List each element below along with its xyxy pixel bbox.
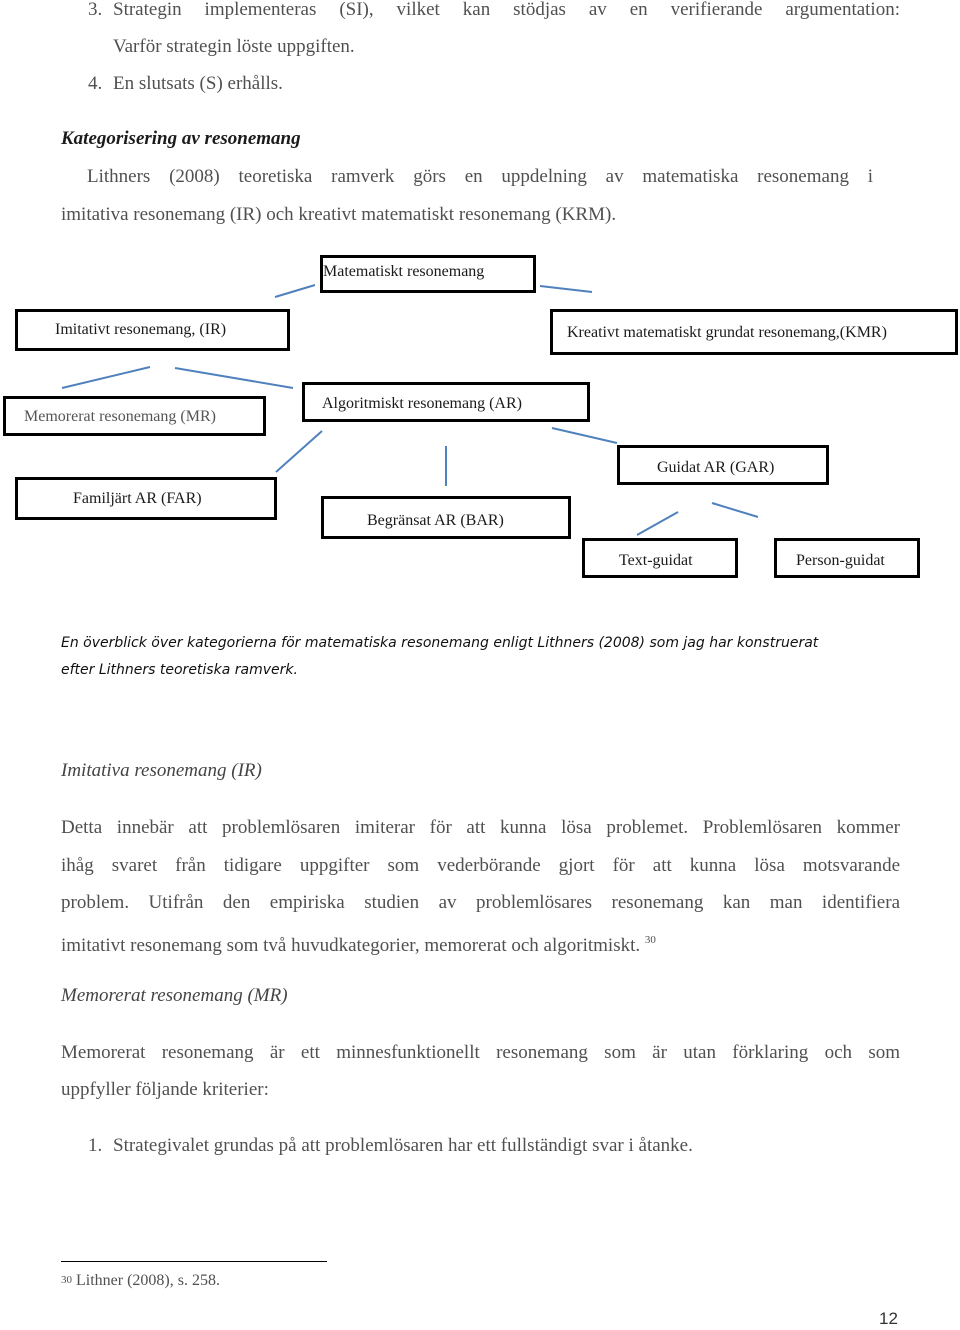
- mr-line-2: uppfyller följande kriterier:: [61, 1079, 269, 1100]
- caption-line-2: efter Lithners teoretiska ramverk.: [61, 662, 298, 678]
- footnote: [61, 1272, 220, 1290]
- list-item-4-text: En slutsats (S) erhålls.: [113, 73, 283, 94]
- mr-list-text: Strategivalet grundas på att problemlösaren har ett fullständigt svar i åtanke.: [113, 1135, 693, 1156]
- connector-ar-gar: [552, 428, 617, 443]
- gar-box: [617, 445, 829, 485]
- text-guided-label: Text-guidat: [619, 552, 693, 569]
- ir-line-2: ihåg svaret från tidigare uppgifter som vederbörande gjort för att kunna lösa motsvarande: [61, 855, 900, 876]
- ar-label: Algoritmiskt resonemang (AR): [322, 395, 522, 412]
- mr-list-number: 1.: [88, 1135, 103, 1156]
- mr-line-1: Memorerat resonemang är ett minnesfunktionellt resonemang som är utan förklaring och som: [61, 1042, 900, 1063]
- mr-heading: Memorerat resonemang (MR): [61, 985, 288, 1006]
- footnote-rule: [61, 1261, 327, 1262]
- person-guided-label: Person-guidat: [796, 552, 885, 569]
- section-heading: Kategorisering av resonemang: [61, 128, 301, 149]
- intro-line-1: Lithners (2008) teoretiska ramverk görs en uppdelning av matematiska resonemang i: [87, 166, 873, 187]
- list-item-4-number: 4.: [88, 73, 103, 94]
- root-label: Matematiskt resonemang: [323, 263, 485, 280]
- mr-box: [3, 396, 266, 436]
- footnote-number: 30: [61, 1274, 72, 1286]
- footnote-text: Lithner (2008), s. 258.: [76, 1272, 220, 1289]
- far-label: Familjärt AR (FAR): [73, 490, 202, 507]
- bar-label: Begränsat AR (BAR): [367, 512, 504, 529]
- list-item-3-line2: Varför strategin löste uppgiften.: [113, 36, 355, 57]
- text-guided-box: [582, 538, 738, 578]
- connector-gar-text: [637, 512, 678, 535]
- page-number: 12: [879, 1309, 898, 1328]
- mr-label: Memorerat resonemang (MR): [24, 408, 216, 425]
- far-box: [15, 477, 277, 520]
- figure-caption: [61, 630, 921, 684]
- connector-gar-person: [712, 503, 758, 517]
- bar-box: [321, 496, 571, 539]
- ir-heading: Imitativa resonemang (IR): [61, 760, 262, 781]
- person-guided-box: [774, 538, 920, 578]
- ir-line-1: Detta innebär att problemlösaren imiterar för att kunna lösa problemet. Problemlösaren kommer: [61, 817, 900, 838]
- connector-ar-far: [276, 431, 322, 472]
- root-box: [320, 255, 536, 293]
- connector-root-ir: [275, 285, 315, 297]
- footnote-ref: 30: [644, 934, 656, 946]
- ir-line-4: [61, 928, 656, 958]
- caption-line-1: En överblick över kategorierna för matematiska resonemang enligt Lithners (2008) som jag har konstruerat: [61, 635, 819, 651]
- ir-label: Imitativt resonemang, (IR): [55, 321, 227, 338]
- kmr-label: Kreativt matematiskt grundat resonemang,(KMR): [567, 324, 887, 341]
- list-item-3-number: 3.: [88, 0, 103, 20]
- kmr-box: [550, 309, 958, 355]
- gar-label: Guidat AR (GAR): [657, 459, 775, 476]
- connector-ir-mr: [62, 367, 150, 388]
- ar-box: [302, 382, 590, 422]
- ir-line-3: problem. Utifrån den empiriska studien av problemlösares resonemang kan man identifiera: [61, 892, 900, 913]
- ir-box: [15, 309, 290, 351]
- list-item-3-line1: Strategin implementeras (SI), vilket kan stödjas av en verifierande argumentation:: [113, 0, 900, 20]
- ir-line-4-text: imitativt resonemang som två huvudkategorier, memorerat och algoritmiskt.: [61, 935, 641, 956]
- connector-ir-ar: [175, 368, 293, 388]
- intro-line-2: imitativa resonemang (IR) och kreativt matematiskt resonemang (KRM).: [61, 204, 617, 225]
- connector-root-kmr: [540, 286, 592, 292]
